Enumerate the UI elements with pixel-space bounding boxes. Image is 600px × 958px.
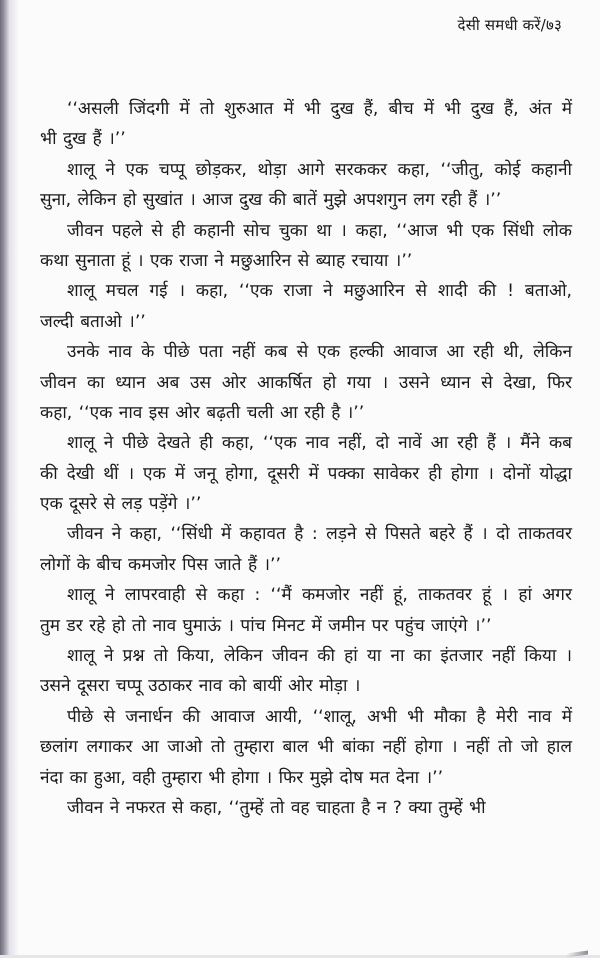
text-line: उनके नाव के पीछे पता नहीं कब से एक हल्की आवाज आ रही थी, लेकिन	[67, 342, 572, 363]
text-line: जीवन ने नफरत से कहा, ‘‘तुम्हें तो वह चाहता है न ? क्या तुम्हें भी	[67, 797, 486, 818]
text-line: भी दुख हैं ।’’	[40, 129, 126, 150]
running-head: देसी समधी करें/७३	[457, 16, 562, 34]
page-binding-gutter	[0, 0, 9, 958]
text-line: जीवन का ध्यान अब उस ओर आकर्षित हो गया । उसने ध्यान से देखा, फिर	[40, 372, 572, 393]
text-line: कथा सुनाता हूं । एक राजा ने मछुआरिन से ब्याह रचाया ।’’	[40, 250, 413, 271]
text-line: शालू ने लापरवाही से कहा : ‘‘मैं कमजोर नहीं हूं, ताकतवर हूं । हां अगर	[67, 585, 572, 606]
text-line: तुम डर रहे हो तो नाव घुमाऊं । पांच मिनट में जमीन पर पहुंच जाएंगे ।’’	[40, 615, 492, 636]
page-body	[40, 94, 572, 823]
text-line: जीवन पहले से ही कहानी सोच चुका था । कहा, ‘‘आज भी एक सिंधी लोक	[67, 220, 572, 241]
text-line: जल्दी बताओ ।’’	[40, 311, 146, 332]
gutter-shadow	[9, 0, 19, 958]
text-line: की देखी थीं । एक में जनू होगा, दूसरी में पक्का सावेकर ही होगा । दोनों योद्धा	[40, 463, 572, 484]
text-line: जीवन ने कहा, ‘‘सिंधी में कहावत है : लड़ने से पिसते बहरे हैं । दो ताकतवर	[67, 524, 572, 545]
text-line: पीछे से जनार्धन की आवाज आयी, ‘‘शालू, अभी भी मौका है मेरी नाव में	[67, 706, 572, 727]
text-line: एक दूसरे से लड़ पड़ेंगे ।’’	[40, 494, 202, 515]
text-line: शालू मचल गई । कहा, ‘‘एक राजा ने मछुआरिन से शादी की ! बताओ,	[67, 281, 572, 302]
text-line: सुना, लेकिन हो सुखांत । आज दुख की बातें मुझे अपशगुन लग रही हैं ।’’	[40, 190, 502, 211]
text-line: शालू ने एक चप्पू छोड़कर, थोड़ा आगे सरककर कहा, ‘‘जीतु, कोई कहानी	[67, 159, 572, 180]
text-line: ‘‘असली जिंदगी में तो शुरुआत में भी दुख हैं, बीच में भी दुख हैं, अंत में	[67, 99, 572, 119]
text-line: शालू ने प्रश्न तो किया, लेकिन जीवन की हां या ना का इंतजार नहीं किया ।	[67, 646, 572, 667]
text-line: छलांग लगाकर आ जाओ तो तुम्हारा बाल भी बांका नहीं होगा । नहीं तो जो हाल	[40, 737, 572, 758]
text-line: शालू ने पीछे देखते ही कहा, ‘‘एक नाव नहीं, दो नावें आ रही हैं । मैंने कब	[67, 433, 572, 454]
text-line: नंदा का हुआ, वही तुम्हारा भी होगा । फिर मुझे दोष मत देना ।’’	[40, 767, 444, 788]
text-line: कहा, ‘‘एक नाव इस ओर बढ़ती चली आ रही है ।’’	[40, 402, 365, 423]
text-line: उसने दूसरा चप्पू उठाकर नाव को बायीं ओर मोड़ा ।	[40, 676, 361, 697]
text-line: लोगों के बीच कमजोर पिस जाते हैं ।’’	[40, 554, 281, 575]
